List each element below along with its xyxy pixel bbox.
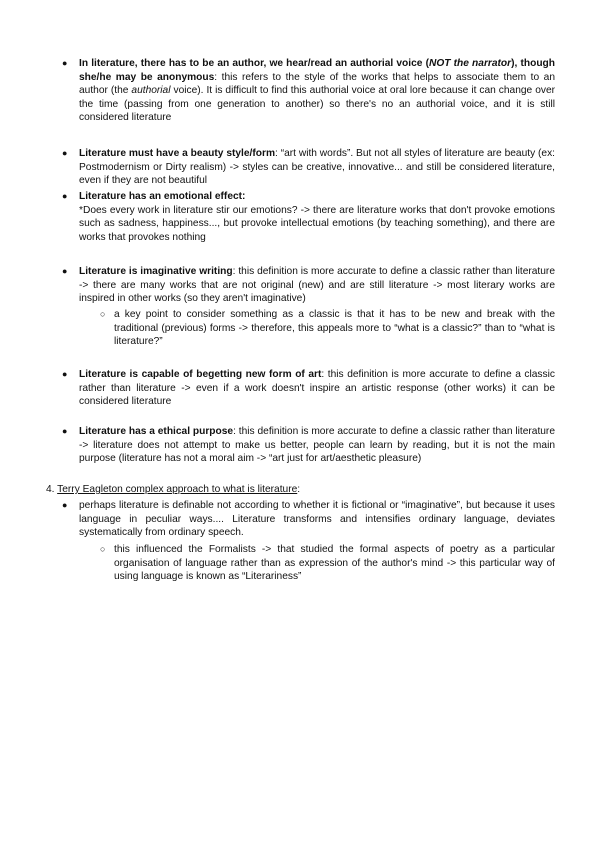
- bold-text: Literature must have a beauty style/form: [79, 148, 276, 159]
- body-text: *Does every work in literature stir our emotions? -> there are literature works that don't provoke emotions such as sadness, happiness..., but provoke intellectual emotions (by teaching something), and there are works that provokes nothing: [79, 204, 555, 243]
- bullet-ethical-purpose: [79, 425, 555, 466]
- bullet-marker: ●: [62, 426, 68, 436]
- body-text: voice). It is difficult to find this authorial voice at oral lore because it can change over the time (passing from one generation to another) so there's no an authorial voice, and it is still considered literature: [79, 85, 556, 124]
- body-text: : this refers to the style of the works that helps to associate them to an author (the: [79, 71, 555, 97]
- bold-italic-text: NOT the narrator: [428, 58, 512, 69]
- bullet-marker: ●: [62, 58, 68, 68]
- sub-bullet-classic: a key point to consider something as a classic is that it has to be new and break with the traditional (previous) forms -> therefore, this appeals more to “what is a classic?” than to “what is literature?”: [114, 309, 555, 348]
- bullet-marker: ●: [62, 369, 68, 379]
- bold-text: In literature, there has to be an author, we hear/read an authorial voice (: [79, 58, 429, 69]
- bold-text: Literature has a ethical purpose: [79, 426, 234, 437]
- sub-bullet-marker: ○: [100, 544, 106, 554]
- section-number: 4.: [46, 484, 58, 495]
- bullet-marker: ●: [62, 148, 68, 158]
- section-colon: :: [297, 484, 301, 495]
- section-heading: [46, 483, 300, 497]
- bold-text: Literature is imaginative writing: [79, 266, 233, 277]
- italic-text: authorial: [131, 85, 171, 97]
- body-text: : this definition is more accurate to define a classic rather than literature -> literature does not attempt to make us better, people can learn by reading, but it is not the main purpose (literature has not a moral aim -> “art just for art/aesthetic pleasure): [79, 426, 555, 465]
- bullet-marker: ●: [62, 191, 68, 201]
- bullet-imaginative-writing: [79, 265, 555, 306]
- body-text: : this definition is more accurate to define a classic rather than literature -> even if a work doesn't inspire an artistic response (other works) it can be considered literature: [79, 369, 555, 408]
- sub-bullet-marker: ○: [100, 309, 106, 319]
- bullet-authorial-voice: [79, 57, 555, 125]
- bold-text: ), though she/he may be anonymous: [79, 58, 555, 83]
- body-text: : “art with words”. But not all styles of literature are beauty (ex: Postmodernism or Dirty realism) -> styles can be creative, innovative... and still be considered literature, even if they are not beautiful: [79, 148, 555, 187]
- bullet-new-form-of-art: [79, 368, 555, 409]
- bullet-beauty-style: [79, 147, 555, 188]
- bold-text: Literature is capable of begetting new form of art: [79, 369, 322, 380]
- bullet-marker: ●: [62, 266, 68, 276]
- section-title: Terry Eagleton complex approach to what is literature: [57, 484, 298, 495]
- body-text: : this definition is more accurate to define a classic rather than literature -> there are many works that are not original (new) and are still literature -> most literary works are inspired in other works (so they aren't imaginative): [79, 266, 555, 305]
- bullet-emotional-effect: [79, 190, 555, 244]
- bold-text: Literature has an emotional effect:: [79, 191, 246, 202]
- sub-bullet-formalists: this influenced the Formalists -> that studied the formal aspects of poetry as a particular organisation of language rather than as expression of the author's mind -> this particular way of using language is known as “Literariness”: [114, 544, 555, 583]
- bullet-eagleton: perhaps literature is definable not according to whether it is fictional or “imaginative”, but because it uses language in peculiar ways.... Literature transforms and intensifies ordinary language, deviates systematically from ordinary speech.: [79, 500, 555, 539]
- bullet-marker: ●: [62, 500, 68, 510]
